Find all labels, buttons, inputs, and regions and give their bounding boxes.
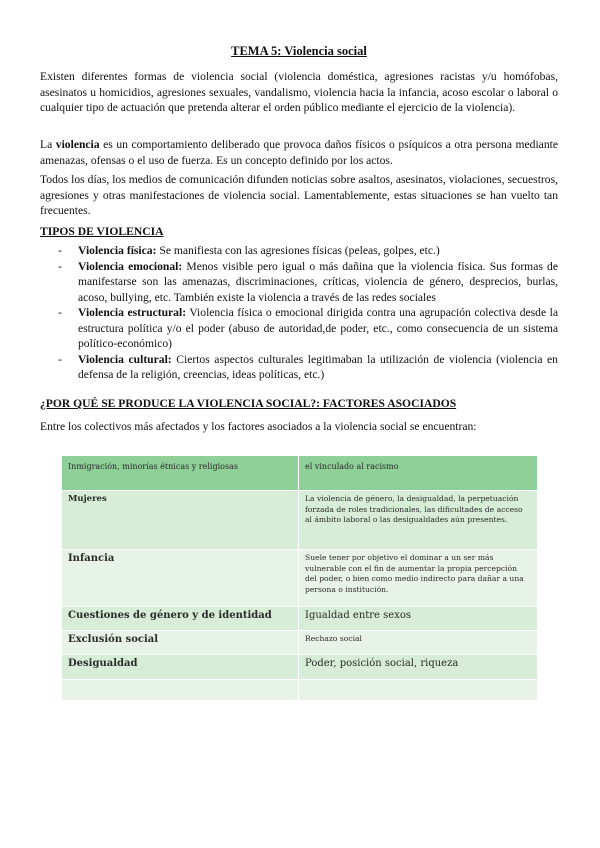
factor-cell: La violencia de género, la desigualdad, la perpetuación forzada de roles tradicionales, las dificultades de acceso al ámbito laboral o las desigualdades aún presentes. (299, 491, 538, 550)
type-text: Se manifiesta con las agresiones físicas (peleas, golpes, etc.) (156, 244, 440, 257)
group-cell: Exclusión social (62, 631, 299, 655)
type-label: Violencia física: (78, 244, 157, 257)
page-title: TEMA 5: Violencia social (231, 44, 367, 58)
table-row (62, 631, 538, 655)
table-row (62, 655, 538, 680)
list-item: - Violencia estructural: Violencia física o emocional dirigida contra una agrupación colectiva desde la estructura política y/o el poder (abuso de autoridad,de poder, etc., como consecuencia de un sistema político-económico) (58, 306, 558, 350)
type-text: Violencia física o emocional dirigida contra una agrupación colectiva desde la estructura política y/o el poder (abuso de autoridad,de poder, etc., como consecuencia de un sistema político-económico) (78, 306, 558, 350)
list-item: - Violencia emocional: Menos visible pero igual o más dañina que la violencia física. Sus formas de manifestarse son las amenazas, discriminaciones, críticas, violencia de género, desprecios, burlas, acoso, bullying, etc. También existe la violencia a través de las redes sociales (58, 259, 558, 304)
group-cell: Infancia (62, 550, 299, 607)
group-cell: Mujeres (62, 491, 299, 550)
definition-paragraph (40, 137, 558, 168)
factor-cell: Igualdad entre sexos (299, 607, 538, 631)
type-text: Ciertos aspectos culturales legitimaban la utilización de violencia (violencia en defensa de la religión, creencias, ideas políticas, etc.) (78, 352, 558, 381)
table-row (62, 607, 538, 631)
causes-heading: ¿POR QUÉ SE PRODUCE LA VIOLENCIA SOCIAL?: FACTORES ASOCIADOS (40, 397, 457, 410)
table-row (62, 550, 538, 607)
intro-paragraph: Existen diferentes formas de violencia social (violencia doméstica, agresiones racistas y/u homófobas, asesinatos u homicidios, agresiones sexuales, vandalismo, violencia hacia la infancia, acoso escolar o laboral o cualquier tipo de actuación que pretenda alterar el orden público mediante el ejercicio de la violencia). (40, 70, 558, 114)
type-text: Menos visible pero igual o más dañina que la violencia física. Sus formas de manifestarse son las amenazas, discriminaciones, críticas, violencia de género, desprecios, burlas, acoso, bullying, etc. También existe la violencia a través de las redes sociales (78, 259, 558, 304)
list-item: - Violencia cultural: Ciertos aspectos culturales legitimaban la utilización de violencia (violencia en defensa de la religión, creencias, ideas políticas, etc.) (58, 352, 558, 381)
group-cell (62, 680, 299, 701)
table-row (62, 680, 538, 701)
group-cell: Desigualdad (62, 655, 299, 680)
definition-term: violencia (55, 138, 100, 151)
types-heading: TIPOS DE VIOLENCIA (40, 225, 164, 238)
table-row (62, 491, 538, 550)
list-item: - Violencia física: Se manifiesta con las agresiones físicas (peleas, golpes, etc.) (58, 244, 440, 257)
factor-cell: Poder, posición social, riqueza (299, 655, 538, 680)
factor-cell (299, 680, 538, 701)
type-label: Violencia cultural: (78, 352, 172, 366)
factor-cell: Rechazo social (299, 631, 538, 655)
news-paragraph: Todos los días, los medios de comunicación difunden noticias sobre asaltos, asesinatos, violaciones, secuestros, agresiones y otras manifestaciones de violencia social. Lamentablemente, estas situaciones se han vuelto tan frecuentes. (40, 173, 558, 217)
group-cell: Inmigración, minorías étnicas y religiosas (62, 456, 299, 491)
causes-intro: Entre los colectivos más afectados y los factores asociados a la violencia social se encuentran: (40, 420, 477, 433)
violence-types-list (40, 243, 558, 383)
factor-cell: Suele tener por objetivo el dominar a un ser más vulnerable con el fin de aumentar la propia percepción del poder, o bien como medio indirecto para dañar a una persona o institución. (299, 550, 538, 607)
definition-text: es un comportamiento deliberado que provoca daños físicos o psíquicos a otra persona mediante amenazas, ofensas o el uso de fuerza. Es un concepto definido por los actos. (40, 138, 558, 167)
factor-cell: el vinculado al racismo (299, 456, 538, 491)
group-cell: Cuestiones de género y de identidad (62, 607, 299, 631)
type-label: Violencia emocional: (78, 259, 183, 273)
factors-table (61, 455, 538, 701)
table-row (62, 456, 538, 491)
type-label: Violencia estructural: (78, 306, 187, 319)
definition-prefix: La (40, 138, 56, 151)
